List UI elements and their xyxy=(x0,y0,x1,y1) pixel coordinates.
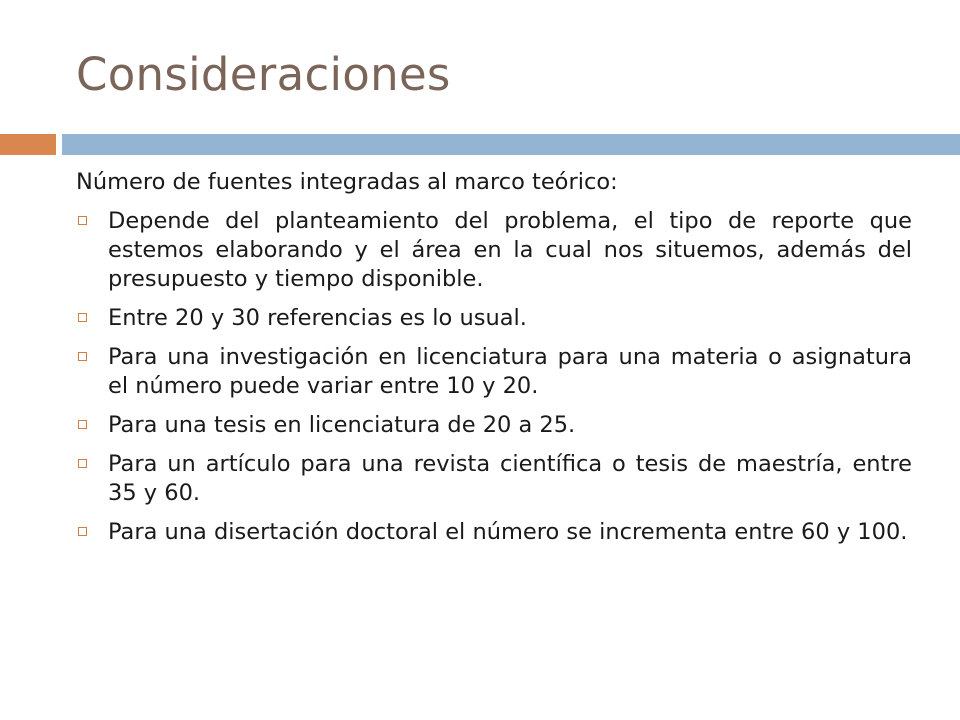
list-item xyxy=(76,207,912,294)
square-bullet-icon xyxy=(78,313,87,322)
list-item-text: Para un artículo para una revista científica o tesis de maestría, entre 35 y 60. xyxy=(108,451,912,506)
list-item-text: Para una investigación en licenciatura para una materia o asignatura el número puede variar entre 10 y 20. xyxy=(108,344,912,399)
list-item xyxy=(76,518,912,547)
list-item xyxy=(76,450,912,508)
list-item-text: Para una disertación doctoral el número se incrementa entre 60 y 100. xyxy=(108,519,908,545)
bullet-list xyxy=(76,207,912,547)
square-bullet-icon xyxy=(78,527,87,536)
list-item xyxy=(76,304,912,333)
accent-bar-left xyxy=(0,134,56,155)
slide-title: Consideraciones xyxy=(76,48,451,101)
list-item-text: Entre 20 y 30 referencias es lo usual. xyxy=(108,305,527,331)
square-bullet-icon xyxy=(78,216,87,225)
list-item-text: Depende del planteamiento del problema, el tipo de reporte que estemos elaborando y el área en la cual nos situemos, además del presupuesto y tiempo disponible. xyxy=(108,208,912,292)
accent-bar-right xyxy=(62,134,960,155)
square-bullet-icon xyxy=(78,420,87,429)
square-bullet-icon xyxy=(78,352,87,361)
list-item xyxy=(76,343,912,401)
list-item-text: Para una tesis en licenciatura de 20 a 25. xyxy=(108,412,576,438)
square-bullet-icon xyxy=(78,459,87,468)
slide-content xyxy=(76,168,912,557)
intro-text: Número de fuentes integradas al marco teórico: xyxy=(76,169,618,195)
list-item xyxy=(76,411,912,440)
